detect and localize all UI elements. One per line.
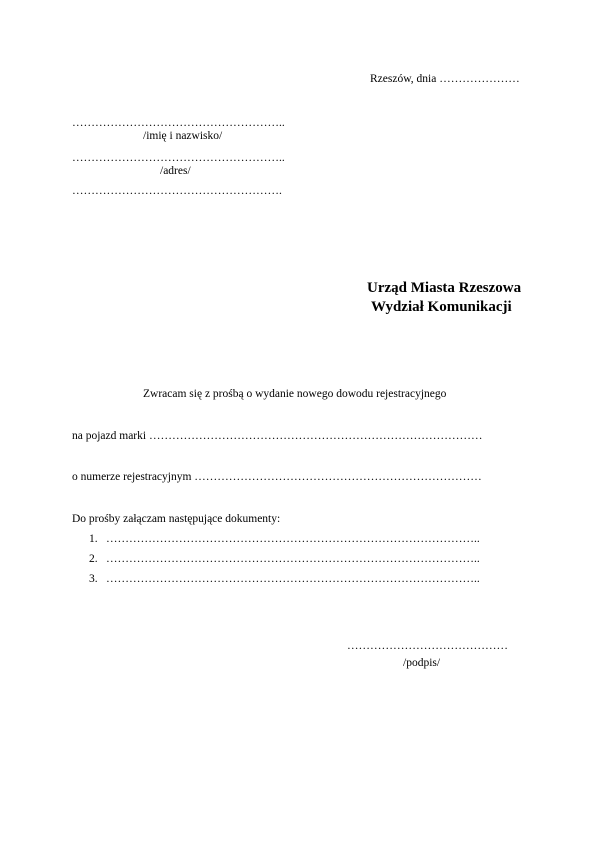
attachment-number: 1. bbox=[89, 533, 98, 545]
name-field-label: /imię i nazwisko/ bbox=[143, 130, 223, 142]
address-field-dots-2: ………………………………………………. bbox=[72, 185, 282, 197]
request-sentence: Zwracam się z prośbą o wydanie nowego dowodu rejestracyjnego bbox=[143, 388, 447, 400]
attachment-dots: …………………………………………………………………………………….. bbox=[106, 553, 480, 565]
signature-label: /podpis/ bbox=[403, 657, 441, 669]
place-date-line: Rzeszów, dnia ………………… bbox=[370, 73, 520, 85]
recipient-office: Urząd Miasta Rzeszowa bbox=[367, 280, 522, 296]
attachment-dots: …………………………………………………………………………………….. bbox=[106, 573, 480, 585]
name-field-dots: ……………………………………………….. bbox=[72, 117, 285, 129]
recipient-department: Wydział Komunikacji bbox=[371, 299, 512, 315]
registration-number-line: o numerze rejestracyjnym ………………………………………………………………… bbox=[72, 471, 482, 483]
vehicle-make-line: na pojazd marki …………………………………………………………………………… bbox=[72, 430, 483, 442]
attachment-number: 2. bbox=[89, 553, 98, 565]
signature-dots: …………………………………… bbox=[347, 640, 508, 652]
attachments-intro: Do prośby załączam następujące dokumenty: bbox=[72, 513, 281, 525]
attachment-number: 3. bbox=[89, 573, 98, 585]
attachment-dots: …………………………………………………………………………………….. bbox=[106, 533, 480, 545]
address-field-dots-1: ……………………………………………….. bbox=[72, 152, 285, 164]
address-field-label: /adres/ bbox=[160, 165, 191, 177]
